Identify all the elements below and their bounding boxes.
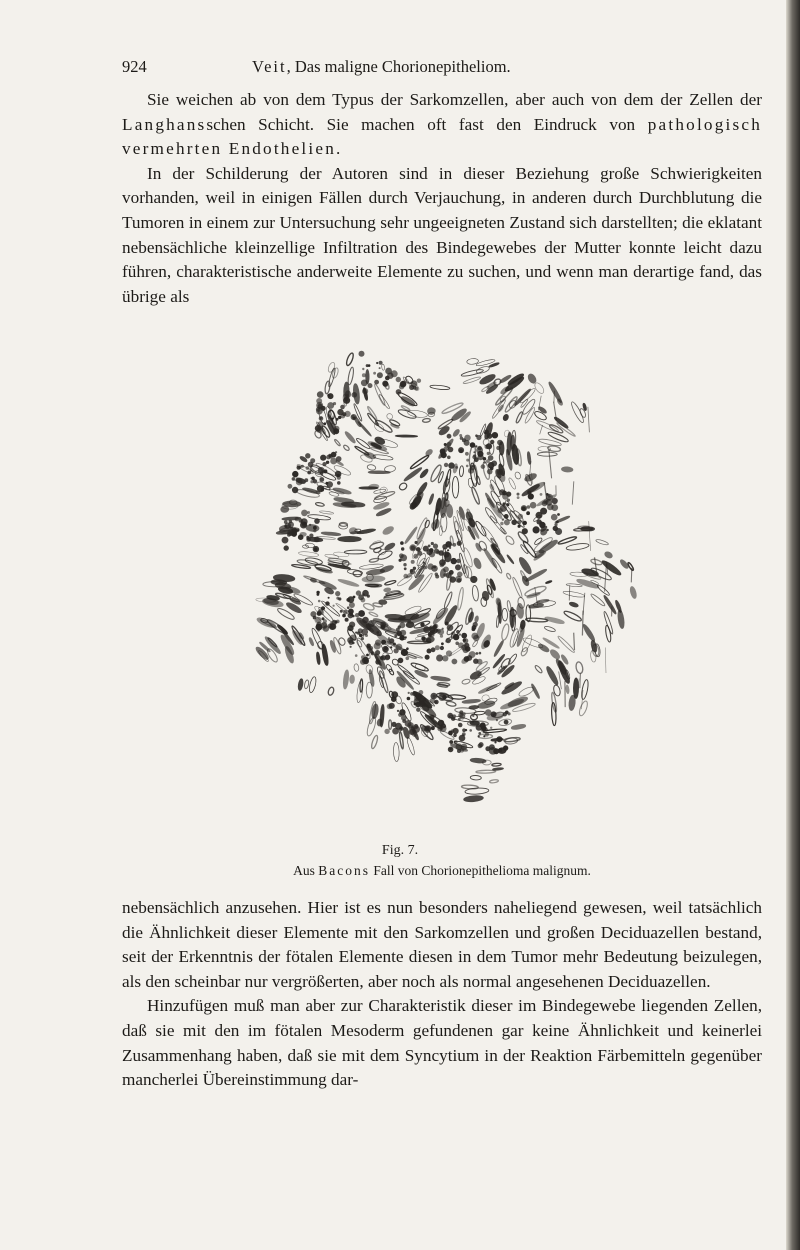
langhans-spaced: Langhans: [122, 114, 207, 134]
paragraph-3: nebensächlich anzusehen. Hier ist es nun besonders naheliegend gewesen, weil tatsächlich die Ähnlichkeit dieser Elemente mit den Sarkomzellen und großen Deciduazellen bestand, seit der Erkenntnis der fötalen Elemente diesen in dem Tumor mehr Bedeutung beizulegen, als den scheinbar nur vergrößerten, aber noch als normal angesehenen Deciduazellen.: [122, 898, 762, 991]
paragraph-1-text-b: schen Schicht. Sie machen oft fast den Eindruck von: [206, 114, 648, 134]
paragraph-1-text-a: Sie weichen ab von dem Typus der Sarkomzellen, aber auch von dem der Zellen der: [147, 90, 762, 109]
paragraph-1-text-c: .: [336, 139, 341, 159]
figure-caption: [122, 862, 762, 880]
caption-rest: Fall von Chorionepithelioma malignum.: [373, 863, 591, 878]
emphasis-spaced: pathologisch vermehrten Endothelien: [122, 114, 762, 159]
running-header: [122, 54, 762, 80]
tissue-strokes: [255, 351, 638, 803]
bottom-text-block: [122, 896, 762, 1093]
running-title: [252, 54, 511, 80]
histology-drawing: [230, 312, 660, 834]
paragraph-1: [122, 88, 762, 162]
figure-histology-illustration: [230, 312, 660, 834]
running-title-text: , Das maligne Chorionepitheliom.: [286, 57, 511, 76]
page-number: 924: [122, 57, 147, 76]
running-title-author: Veit: [252, 57, 287, 76]
top-text-block: [122, 88, 762, 309]
page-edge-shadow: [786, 0, 800, 1250]
figure-label: Fig. 7.: [381, 843, 419, 858]
paragraph-2: In der Schilderung der Autoren sind in dieser Beziehung große Schwierigkeiten vorhanden, weil in einigen Fällen durch Verjauchung, in anderen durch Durchblutung die Tumoren in einem zur Untersuchung sehr ungeeigneten Zustand sich darstellten; die eklatant nebensächliche kleinzellige Infiltration des Bindegewebes der Mutter konnte leicht dazu führen, charakteristische anderweite Elemente zu suchen, und wenn man derartige fand, das übrige als: [122, 163, 762, 306]
paragraph-4: Hinzufügen muß man aber zur Charakteristik dieser im Bindegewebe liegenden Zellen, daß sie mit den im fötalen Mesoderm gefundenen gar keine Ähnlichkeit und keinerlei Zusammenhang haben, daß sie mit dem Syncytium in der Reaktion Färbemitteln gegenüber mancherlei Übereinstimmung dar-: [122, 996, 762, 1090]
caption-prefix: Aus: [293, 863, 315, 878]
caption-author: Bacons: [318, 863, 371, 878]
